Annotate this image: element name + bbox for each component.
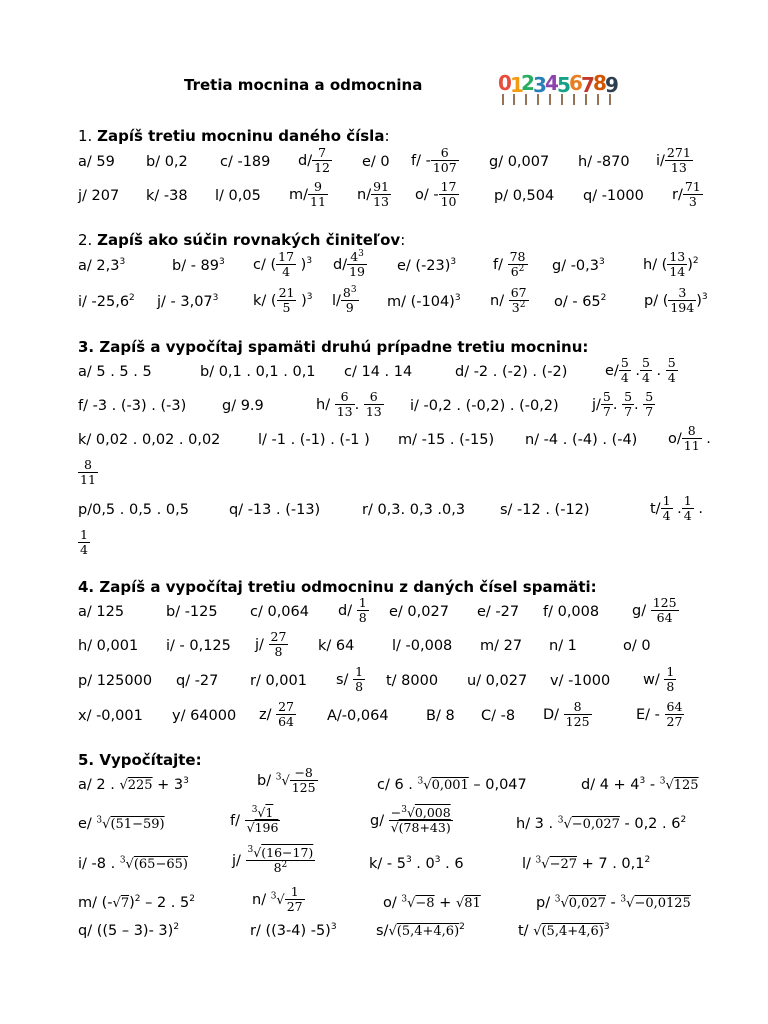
s1-item-h: h/ -870 <box>578 154 630 170</box>
s4-item-j: j/ $\frac{27}{8}$ <box>255 629 287 660</box>
s3-item-n: n/ -4 . (-4) . (-4) <box>525 432 638 448</box>
s5-item-p: p/ $^3$√0,027 - $^3$√−0,0125 <box>536 894 691 911</box>
s3-item-j: j/ $\frac{5}{7}$ . $\frac{5}{7}$ . $\frac{5}{7}$ <box>592 389 654 420</box>
s4-item-u: u/ 0,027 <box>467 673 528 689</box>
s4-item-E: E/ - $\frac{64}{27}$ <box>636 699 683 730</box>
s3-item-t-cont: $\frac{1}{4}$ <box>80 527 88 558</box>
s3-item-f: f/ -3 . (-3) . (-3) <box>78 398 187 414</box>
s4-item-x: x/ -0,001 <box>78 708 143 724</box>
s5-item-l: l/ $^3$√−27 + 7 . $0,1^2$ <box>522 855 651 872</box>
s1-item-d: d/ $\frac{7}{12}$ <box>298 145 330 176</box>
s4-item-z: z/ $\frac{27}{64}$ <box>259 699 295 730</box>
svg-text:3: 3 <box>533 73 547 97</box>
svg-text:5: 5 <box>557 73 571 97</box>
s2-item-i: i/ -25,6$^2$ <box>78 293 135 310</box>
s4-item-b: b/ -125 <box>166 604 218 620</box>
s5-item-n: n/ $^3$√ $\frac{1}{27}$ <box>252 884 303 915</box>
s2-item-h: h/ ( $\frac{13}{14}$ )$^2$ <box>643 249 699 280</box>
svg-text:2: 2 <box>521 71 535 95</box>
s5-item-e: e/ $^3$√(51−59) <box>78 815 165 832</box>
s1-item-l: l/ 0,05 <box>215 188 261 204</box>
s1-item-k: k/ -38 <box>146 188 188 204</box>
s2-item-m: m/ $(-104)^3$ <box>387 293 461 310</box>
s4-item-g: g/ $\frac{125}{64}$ <box>632 595 677 626</box>
s4-item-d: d/ $\frac{1}{8}$ <box>338 595 367 626</box>
section-5-heading: 5. Vypočítajte: <box>78 751 202 769</box>
s4-item-s: s/ $\frac{1}{8}$ <box>336 664 364 695</box>
s3-item-i: i/ -0,2 . (-0,2) . (-0,2) <box>410 398 559 414</box>
s3-item-o-cont: $\frac{8}{11}$ <box>80 457 96 488</box>
s1-item-o: o/ - $\frac{17}{10}$ <box>415 179 457 210</box>
s5-item-q: q/ ((5 – 3)- 3)$^2$ <box>78 922 180 939</box>
s2-item-a: a/ $2,3^3$ <box>78 257 126 274</box>
s2-item-c: c/ ( $\frac{17}{4}$ )$^3$ <box>253 249 313 280</box>
s5-item-h: h/ 3 . $^3$√−0,027 - 0,2 . $6^2$ <box>516 815 687 832</box>
s1-item-e: e/ 0 <box>362 154 390 170</box>
s3-item-o: o/ $\frac{8}{11}$ . <box>668 423 711 454</box>
s1-item-m: m/ $\frac{9}{11}$ <box>289 179 326 210</box>
s2-item-l: l/ $\frac{8^3}{9}$ <box>332 284 357 316</box>
section-3-heading: 3. Zapíš a vypočítaj spamäti druhú prípadne tretiu mocninu: <box>78 338 589 356</box>
s3-item-b: b/ 0,1 . 0,1 . 0,1 <box>200 364 316 380</box>
section-1-heading: 1. Zapíš tretiu mocninu daného čísla: <box>78 127 390 145</box>
s4-item-A: A/-0,064 <box>327 708 389 724</box>
s4-item-n: n/ 1 <box>549 638 577 654</box>
s4-item-c: c/ 0,064 <box>250 604 309 620</box>
s5-item-m: m/ $(-√7)^2 - 2$ . $5^2$ <box>78 894 195 911</box>
s5-item-b: b/ $^3$√ $\frac{-8}{125}$ <box>257 765 316 796</box>
s4-item-i: i/ - 0,125 <box>166 638 231 654</box>
s3-item-s: s/ -12 . (-12) <box>500 502 590 518</box>
s2-item-d: d/ $\frac{4^3}{19}$ <box>333 248 365 280</box>
s3-item-t: t/ $\frac{1}{4}$ . $\frac{1}{4}$ . <box>650 493 703 524</box>
s3-item-p: p/0,5 . 0,5 . 0,5 <box>78 502 189 518</box>
s1-item-i: i/ $\frac{271}{13}$ <box>656 145 691 176</box>
s5-item-k: $k/ - 5^3$ . $0^3$ . 6 <box>369 855 464 872</box>
s3-item-g: g/ 9.9 <box>222 398 264 414</box>
s5-item-i: i/ -8 . $^3$√(65−65) <box>78 855 188 872</box>
s4-item-C: C/ -8 <box>481 708 516 724</box>
s5-item-o: o/ $^3$√−8 + √81 <box>383 894 481 911</box>
s2-item-p: p/ ( $\frac{3}{194}$ )$^3$ <box>644 285 708 316</box>
s2-item-e: e/ $(-23)^3$ <box>397 257 457 274</box>
s4-item-p: p/ 125000 <box>78 673 153 689</box>
s1-item-a: a/ 59 <box>78 154 115 170</box>
svg-text:7: 7 <box>581 73 595 97</box>
s4-item-v: v/ -1000 <box>550 673 611 689</box>
s3-item-a: a/ 5 . 5 . 5 <box>78 364 152 380</box>
svg-text:8: 8 <box>593 71 607 95</box>
s3-item-c: c/ 14 . 14 <box>344 364 413 380</box>
section-2-heading: 2. Zapíš ako súčin rovnakých činiteľov: <box>78 231 406 249</box>
s1-item-j: j/ 207 <box>78 188 120 204</box>
s5-item-f: f/ $\frac{^3√1}{√196}$ <box>230 804 279 836</box>
s4-item-r: r/ 0,001 <box>250 673 307 689</box>
s2-item-j: j/ - 3,07$^3$ <box>157 293 219 310</box>
s2-item-b: $b/ - 89^3$ <box>172 257 225 274</box>
s1-item-f: f/ - $\frac{6}{107}$ <box>411 145 457 176</box>
s4-item-y: y/ 64000 <box>172 708 237 724</box>
s2-item-o: $o/ - 65^2$ <box>554 293 607 310</box>
s1-item-p: p/ 0,504 <box>494 188 555 204</box>
numbers-logo-image <box>496 70 626 106</box>
s2-item-g: g/ $-0,3^3$ <box>552 257 605 274</box>
s1-item-b: b/ 0,2 <box>146 154 188 170</box>
s3-item-l: l/ -1 . (-1) . (-1 ) <box>258 432 370 448</box>
s3-item-e: e/ $\frac{5}{4}$ . $\frac{5}{4}$ . $\frac{5}{4}$ <box>605 355 676 386</box>
s1-item-c: c/ -189 <box>220 154 271 170</box>
s4-item-B: B/ 8 <box>426 708 455 724</box>
s4-item-f: f/ 0,008 <box>543 604 600 620</box>
s5-item-t: t/ $√(5,4+4,6)^3$ <box>518 922 610 939</box>
s3-item-q: q/ -13 . (-13) <box>229 502 321 518</box>
s2-item-k: k/ ( $\frac{21}{5}$ )$^3$ <box>253 285 313 316</box>
s4-item-q: q/ -27 <box>176 673 219 689</box>
s5-item-d: d/ $4 + 4^3 - ^3√125$ <box>581 776 699 793</box>
s1-item-g: g/ 0,007 <box>489 154 550 170</box>
s5-item-r: r/ ((3-4) -5)$^3$ <box>250 922 337 939</box>
svg-text:6: 6 <box>569 71 583 95</box>
s4-item-l: l/ -0,008 <box>392 638 453 654</box>
s4-item-o: o/ 0 <box>623 638 651 654</box>
s5-item-g: g/ $\frac{-^3√0,008}{√(78+43)}$ <box>370 804 451 836</box>
s1-item-n: n/ $\frac{91}{13}$ <box>357 179 389 210</box>
s4-item-a: a/ 125 <box>78 604 125 620</box>
s5-item-c: c/ 6 . $^3$√0,001 – 0,047 <box>377 776 527 793</box>
s4-item-w: w/ $\frac{1}{8}$ <box>643 664 675 695</box>
s5-item-a: a/ 2 . $√225 + 3^3$ <box>78 776 189 793</box>
s1-item-q: q/ -1000 <box>583 188 644 204</box>
s3-item-h: h/ $\frac{6}{13}$ . $\frac{6}{13}$ <box>316 389 382 420</box>
s1-item-r: r/ $\frac{71}{3}$ <box>672 179 701 210</box>
s5-item-j: j/ $\frac{^3√(16-17)}{8^2}$ <box>232 844 314 876</box>
svg-text:4: 4 <box>545 71 559 95</box>
page-title: Tretia mocnina a odmocnina <box>184 76 423 94</box>
s4-item-t: t/ 8000 <box>386 673 439 689</box>
svg-text:0: 0 <box>498 71 512 95</box>
s3-item-m: m/ -15 . (-15) <box>398 432 495 448</box>
s4-item-e2: e/ -27 <box>477 604 520 620</box>
s4-item-m: m/ 27 <box>480 638 523 654</box>
s4-item-e: e/ 0,027 <box>389 604 449 620</box>
s3-item-k: k/ 0,02 . 0,02 . 0,02 <box>78 432 221 448</box>
svg-text:9: 9 <box>605 73 619 97</box>
s3-item-d: d/ -2 . (-2) . (-2) <box>455 364 568 380</box>
section-4-heading: 4. Zapíš a vypočítaj tretiu odmocninu z daných čísel spamäti: <box>78 578 597 596</box>
s4-item-D: D/ $\frac{8}{125}$ <box>543 699 590 730</box>
s2-item-f: f/ $\frac{78}{6^2}$ <box>493 249 526 280</box>
s2-item-n: n/ $\frac{67}{3^2}$ <box>490 285 527 316</box>
svg-text:1: 1 <box>510 73 524 97</box>
s3-item-r: r/ 0,3. 0,3 .0,3 <box>362 502 466 518</box>
s5-item-s: $s/√(5,4+4,6)^2$ <box>376 922 465 939</box>
s4-item-k: k/ 64 <box>318 638 355 654</box>
s4-item-h: h/ 0,001 <box>78 638 139 654</box>
